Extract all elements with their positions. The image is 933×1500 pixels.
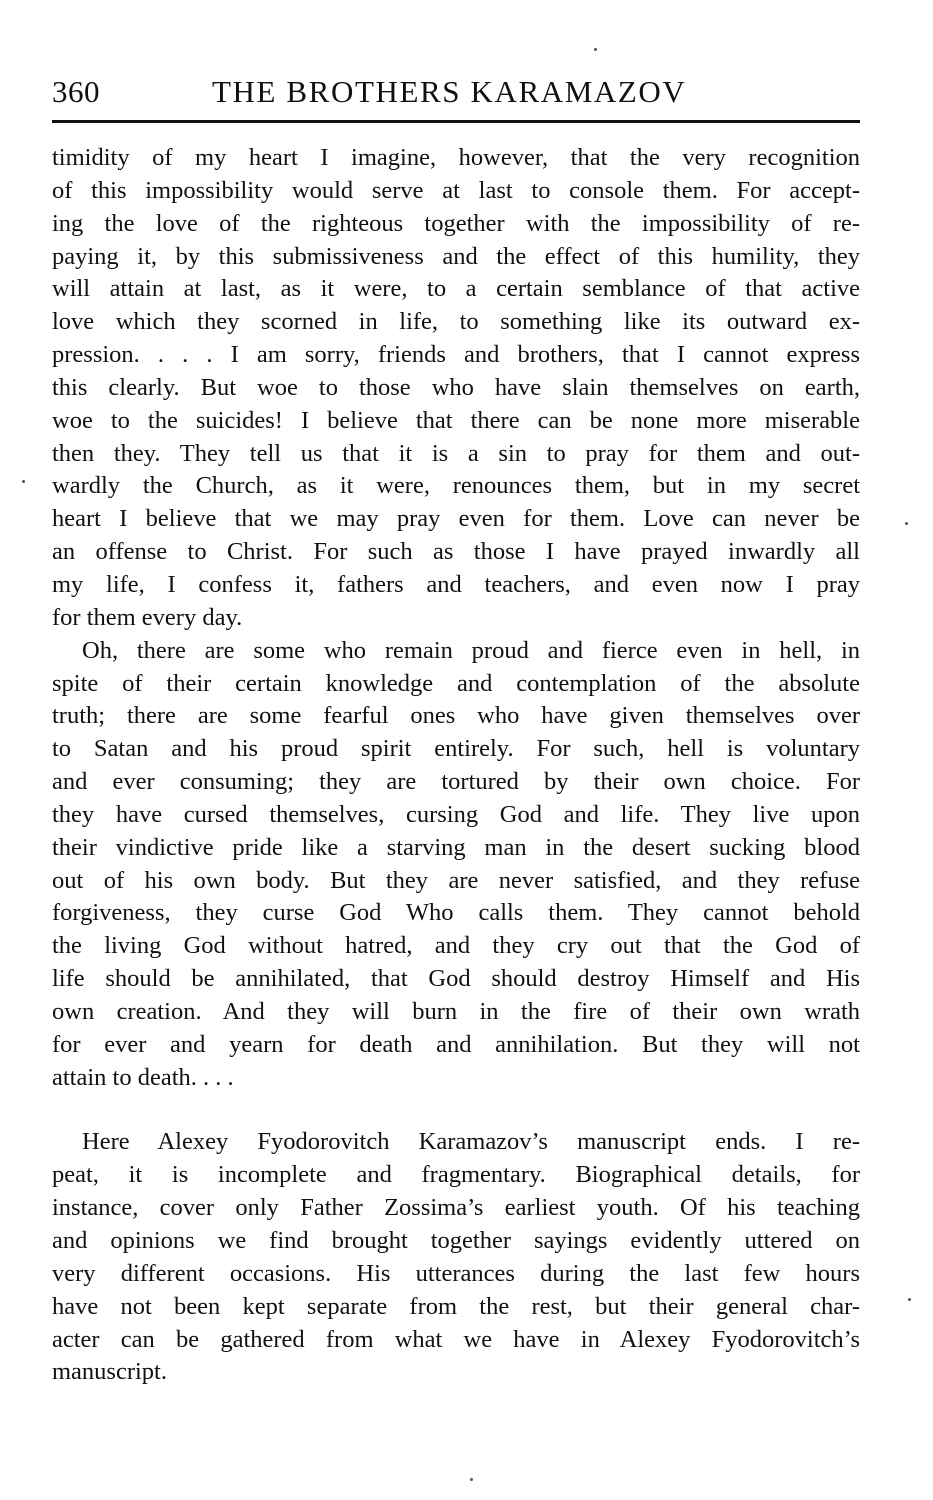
text-line: own creation. And they will burn in the fire of their own wrath [52,997,860,1025]
text-line: timidity of my heart I imagine, however, that the very recognition [52,144,860,171]
text-line: manuscript. [52,1358,167,1386]
text-line: have not been kept separate from the rest, but their general char- [52,1292,860,1320]
text-line: an offense to Christ. For such as those I have prayed inwardly all [52,538,860,566]
scan-speck [905,522,908,525]
text-line: truth; there are some fearful ones who have given themselves over [52,702,860,730]
text-line: of this impossibility would serve at last to console them. For accept- [52,176,860,204]
text-line: forgiveness, they curse God Who calls them. They cannot behold [52,899,860,927]
text-line: my life, I confess it, fathers and teachers, and even now I pray [52,570,860,598]
text-line: heart I believe that we may pray even for them. Love can never be [52,505,860,533]
text-line: for them every day. [52,603,243,631]
page-number: 360 [52,74,100,109]
running-title: THE BROTHERS KARAMAZOV [212,74,687,109]
text-line: out of his own body. But they are never satisfied, and they refuse [52,866,860,894]
scan-speck [470,1478,473,1481]
paragraph [52,635,860,1095]
text-line: woe to the suicides! I believe that there can be none more miserable [52,406,860,434]
text-line: wardly the Church, as it were, renounces them, but in my secret [52,472,860,500]
page-header [52,72,860,116]
text-line: this clearly. But woe to those who have slain themselves on earth, [52,373,860,401]
text-line: and opinions we find brought together sayings evidently uttered on [52,1227,860,1254]
text-line: love which they scorned in life, to something like its outward ex- [52,308,860,336]
text-line: Here Alexey Fyodorovitch Karamazov’s manuscript ends. I re- [82,1128,860,1156]
text-line: ing the love of the righteous together with the impossibility of re- [52,209,860,237]
text-line: spite of their certain knowledge and contemplation of the absolute [52,669,860,697]
scan-speck [594,48,597,51]
text-line: very different occasions. His utterances during the last few hours [52,1259,860,1287]
text-line: Oh, there are some who remain proud and fierce even in hell, in [82,636,860,664]
text-line: then they. They tell us that it is a sin to pray for them and out- [52,439,860,467]
paragraph [52,142,860,635]
body-text [52,142,860,1389]
paragraph [52,1126,860,1389]
text-line: acter can be gathered from what we have in Alexey Fyodorovitch’s [52,1325,860,1353]
text-line: and ever consuming; they are tortured by their own choice. For [52,768,860,796]
text-line: peat, it is incomplete and fragmentary. Biographical details, for [52,1161,860,1189]
text-line: life should be annihilated, that God should destroy Himself and His [52,965,860,993]
text-line: pression. . . . I am sorry, friends and brothers, that I cannot express [52,341,860,369]
text-line: for ever and yearn for death and annihilation. But they will not [52,1030,860,1058]
text-line: the living God without hatred, and they cry out that the God of [52,932,860,960]
scan-speck [908,1298,911,1301]
text-line: their vindictive pride like a starving man in the desert sucking blood [52,833,860,861]
section-break [52,1094,860,1126]
text-line: they have cursed themselves, cursing God and life. They live upon [52,800,860,828]
text-line: will attain at last, as it were, to a certain semblance of that active [52,275,860,303]
text-line: to Satan and his proud spirit entirely. For such, hell is voluntary [52,735,860,763]
scan-speck [22,480,25,483]
header-rule [52,120,860,123]
text-line: paying it, by this submissiveness and the effect of this humility, they [52,242,860,270]
text-line: instance, cover only Father Zossima’s earliest youth. Of his teaching [52,1194,860,1222]
text-line: attain to death. . . . [52,1063,234,1091]
